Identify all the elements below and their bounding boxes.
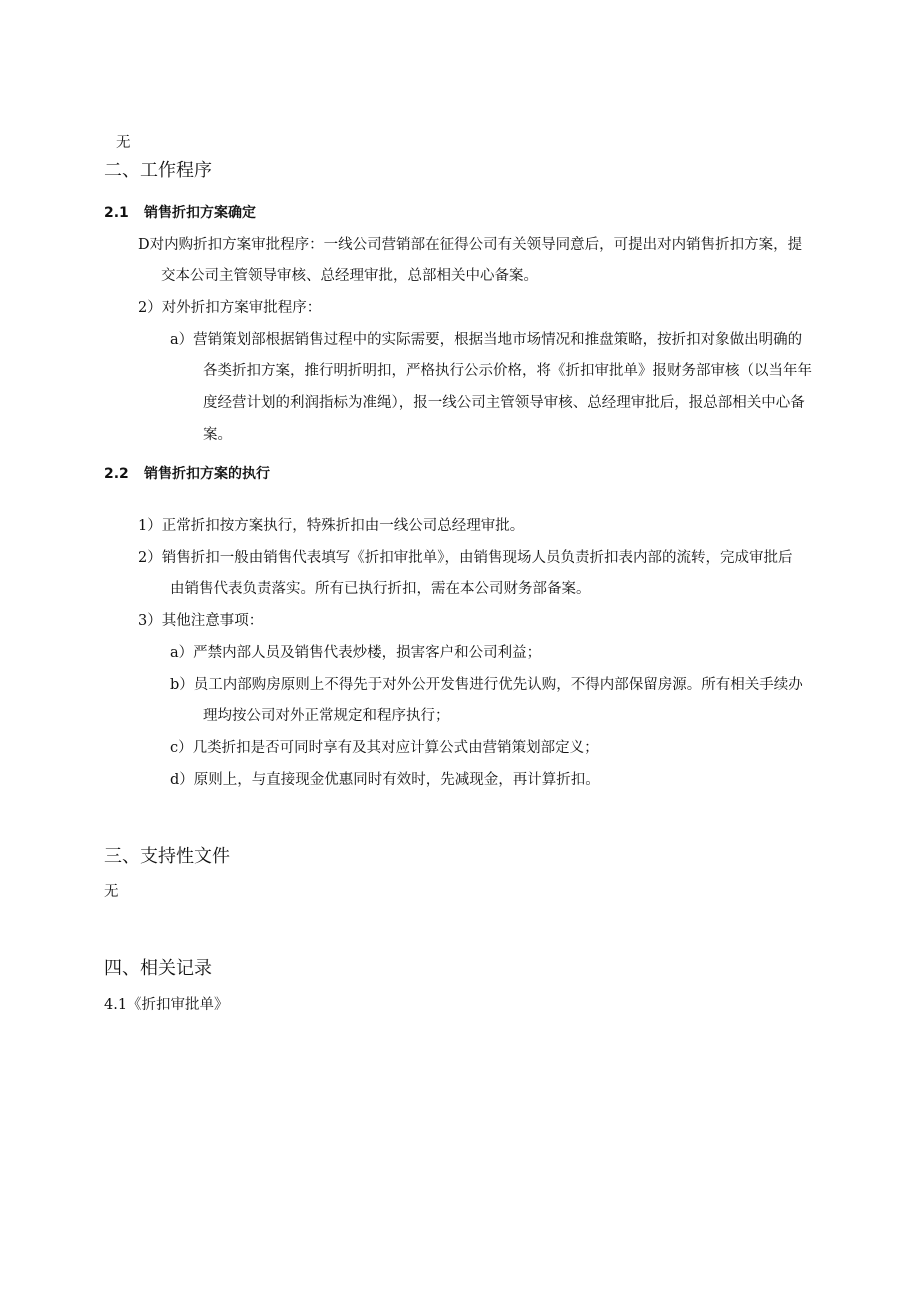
paragraph-2-1-item2: 2）对外折扣方案审批程序： xyxy=(138,300,322,316)
section-4-heading: 四、相关记录 xyxy=(104,958,212,979)
section-4-item1: 4.1《折扣审批单》 xyxy=(104,997,229,1013)
subsection-2-1-title: 销售折扣方案确定 xyxy=(144,205,256,221)
intro-none-text: 无 xyxy=(116,135,131,151)
paragraph-2-1-item2a-line2: 各类折扣方案，推行明折明扣，严格执行公示价格，将《折扣审批单》报财务部审核（以当年年 xyxy=(203,363,812,379)
paragraph-2-2-item2-line1: 2）销售折扣一般由销售代表填写《折扣审批单》，由销售现场人员负责折扣表内部的流转，完成审批后 xyxy=(138,550,793,566)
subsection-2-2-number: 2.2 xyxy=(104,466,129,482)
paragraph-2-1-item2a-line1: a）营销策划部根据销售过程中的实际需要，根据当地市场情况和推盘策略，按折扣对象做出明确的 xyxy=(170,332,803,348)
paragraph-2-2-item3b-line2: 理均按公司对外正常规定和程序执行； xyxy=(203,708,450,724)
paragraph-2-2-item3d: d）原则上，与直接现金优惠同时有效时，先减现金，再计算折扣。 xyxy=(170,772,600,788)
paragraph-2-2-item3a: a）严禁内部人员及销售代表炒楼，损害客户和公司利益； xyxy=(170,645,542,661)
paragraph-2-1-item1-line2: 交本公司主管领导审核、总经理审批，总部相关中心备案。 xyxy=(161,268,538,284)
section-2-heading: 二、工作程序 xyxy=(104,160,212,181)
paragraph-2-2-item1: 1）正常折扣按方案执行，特殊折扣由一线公司总经理审批。 xyxy=(138,518,525,534)
section-3-heading: 三、支持性文件 xyxy=(104,846,230,867)
paragraph-2-2-item3b-line1: b）员工内部购房原则上不得先于对外公开发售进行优先认购，不得内部保留房源。所有相关手续办 xyxy=(170,677,803,693)
subsection-2-1-number: 2.1 xyxy=(104,205,129,221)
section-3-none-text: 无 xyxy=(104,884,119,900)
paragraph-2-2-item3: 3）其他注意事项： xyxy=(138,613,264,629)
paragraph-2-1-item2a-line3: 度经营计划的利润指标为准绳），报一线公司主管领导审核、总经理审批后，报总部相关中心备 xyxy=(203,395,805,411)
paragraph-2-1-item1-line1: D对内购折扣方案审批程序：一线公司营销部在征得公司有关领导同意后，可提出对内销售折扣方案，提 xyxy=(138,237,803,253)
subsection-2-2-heading xyxy=(104,464,270,484)
paragraph-2-1-item2a-line4: 案。 xyxy=(203,427,232,443)
paragraph-2-2-item2-line2: 由销售代表负责落实。所有已执行折扣，需在本公司财务部备案。 xyxy=(170,581,591,597)
paragraph-2-2-item3c: c）几类折扣是否可同时享有及其对应计算公式由营销策划部定义； xyxy=(170,740,599,756)
subsection-2-2-title: 销售折扣方案的执行 xyxy=(144,466,270,482)
subsection-2-1-heading xyxy=(104,203,256,223)
